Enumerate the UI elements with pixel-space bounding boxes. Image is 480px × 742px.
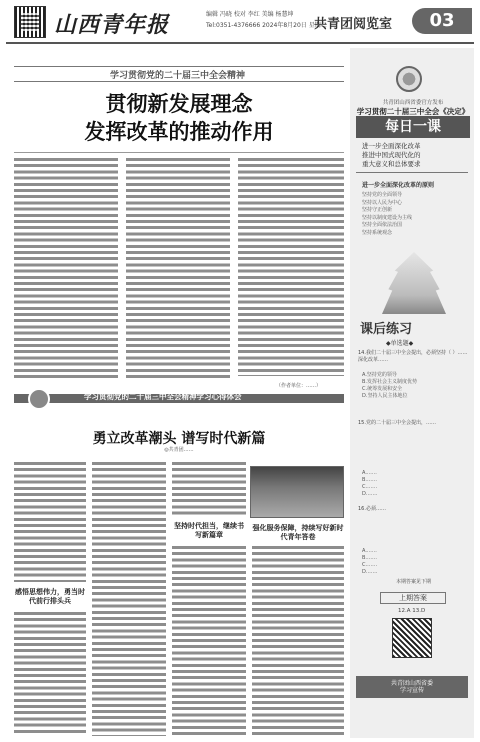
exercise-tag: ◆单选题◆ xyxy=(386,340,414,347)
sidebar-subtitle-line: 推进中国式现代化的 xyxy=(362,151,421,159)
youth-league-emblem-icon xyxy=(28,388,50,410)
question-option: C.统筹发展和安全 xyxy=(362,386,403,392)
article2-column-1-bottom xyxy=(14,612,86,736)
previous-answers-label: 上期答案 xyxy=(380,592,446,604)
article1-banner xyxy=(14,66,344,82)
sidebar-subtitle xyxy=(362,142,466,169)
article2-subhead-1: 感悟思想伟力，勇当时代前行排头兵 xyxy=(15,588,85,605)
article2-banner-label: 学习贯彻党的二十届三中全会精神学习心得体会 xyxy=(84,392,242,401)
article2-column-3-top xyxy=(172,462,246,518)
sidebar-subtitle-line: 进一步全面深化改革 xyxy=(362,142,421,150)
article2-headline: 勇立改革潮头 谱写时代新篇 xyxy=(92,431,266,447)
article1-column-3 xyxy=(238,158,344,376)
article2-column-3-bottom xyxy=(172,546,246,736)
question-16: 16.必须…… xyxy=(358,506,386,512)
article1-column-2 xyxy=(126,158,230,380)
qr-code xyxy=(392,618,432,658)
masthead-qr-code xyxy=(14,6,46,38)
sidebar-footer-line: 学习宣传 xyxy=(399,687,424,694)
article2-column-2 xyxy=(92,462,166,736)
article1-headline xyxy=(14,90,344,146)
article2-column-4 xyxy=(252,546,344,736)
article1-divider xyxy=(14,152,344,153)
article1-author: （作者单位：……） xyxy=(276,383,322,389)
header-rule xyxy=(6,42,474,44)
list-item: 坚持全面依法治国 xyxy=(362,222,403,228)
sidebar-principles-list xyxy=(362,192,466,237)
question-option: B.…… xyxy=(362,477,378,483)
question-option: C.…… xyxy=(362,562,378,568)
page-number-badge: 03 xyxy=(412,8,472,34)
exercise-title: 课后练习 xyxy=(360,322,413,337)
answer-note: 本期答案见下期 xyxy=(396,579,432,585)
article2-photo xyxy=(250,466,344,518)
article2-subhead-2: 坚持时代担当，继续书写新篇章 xyxy=(174,522,244,539)
article2-banner xyxy=(14,390,344,406)
article1-headline-line2: 发挥改革的推动作用 xyxy=(84,120,274,144)
sidebar-title: 学习贯彻二十届三中全会《决定》 xyxy=(356,107,470,116)
date-line: Tel:0351-4376666 2024年8月20日 星期二 xyxy=(206,22,327,29)
previous-answers: 12.A 13.D xyxy=(398,608,426,614)
question-option: C.…… xyxy=(362,484,378,490)
question-option: B.…… xyxy=(362,555,378,561)
masthead-logo: 山西青年报 xyxy=(54,12,170,38)
daily-lesson-label: 每日一课 xyxy=(356,116,470,138)
article1-column-1 xyxy=(14,158,118,380)
article2-subhead-3: 强化服务保障，持续写好新时代青年答卷 xyxy=(252,524,344,541)
question-option: B.发挥社会主义制度优势 xyxy=(362,379,418,385)
list-item: 坚持守正创新 xyxy=(362,207,393,213)
page-section-name: 共青团阅览室 xyxy=(314,17,393,32)
question-14: 14.我们二十届三中全会提出，必须坚持（ ）……深化改革…… xyxy=(358,350,468,363)
question-15: 15.党的二十届三中全会提出，…… xyxy=(358,420,436,426)
article2-column-1-top xyxy=(14,462,86,582)
question-option: A.坚持党的领导 xyxy=(362,372,397,378)
sidebar-kicker: 共青团山西省委官方发布 xyxy=(382,100,444,106)
article1-banner-label: 学习贯彻党的二十届三中全会精神 xyxy=(110,71,246,81)
list-item: 坚持党的全面领导 xyxy=(362,192,403,198)
question-option: A.…… xyxy=(362,548,377,554)
article1-headline-line1: 贯彻新发展理念 xyxy=(105,92,253,116)
editor-credits: 编辑 冯晓 校对 李红 美编 杨慧坤 xyxy=(206,11,294,18)
sidebar-footer-badge xyxy=(356,676,468,698)
sidebar-divider xyxy=(356,172,468,173)
sidebar-topic: 进一步全面深化改革的原则 xyxy=(362,182,435,189)
sidebar-footer-line: 共青团山西省委 xyxy=(390,680,433,687)
sidebar-subtitle-line: 重大意义和总体要求 xyxy=(362,160,421,168)
question-option: D.…… xyxy=(362,569,378,575)
question-option: A.…… xyxy=(362,470,377,476)
party-emblem-icon xyxy=(396,66,422,92)
question-option: D.坚持人民主体地位 xyxy=(362,393,408,399)
question-option: D.…… xyxy=(362,491,378,497)
list-item: 坚持以制度建设为主线 xyxy=(362,214,413,221)
article2-byline: ◎共青团…… xyxy=(164,447,194,453)
list-item: 坚持以人民为中心 xyxy=(362,199,403,206)
list-item: 坚持系统观念 xyxy=(362,229,393,236)
